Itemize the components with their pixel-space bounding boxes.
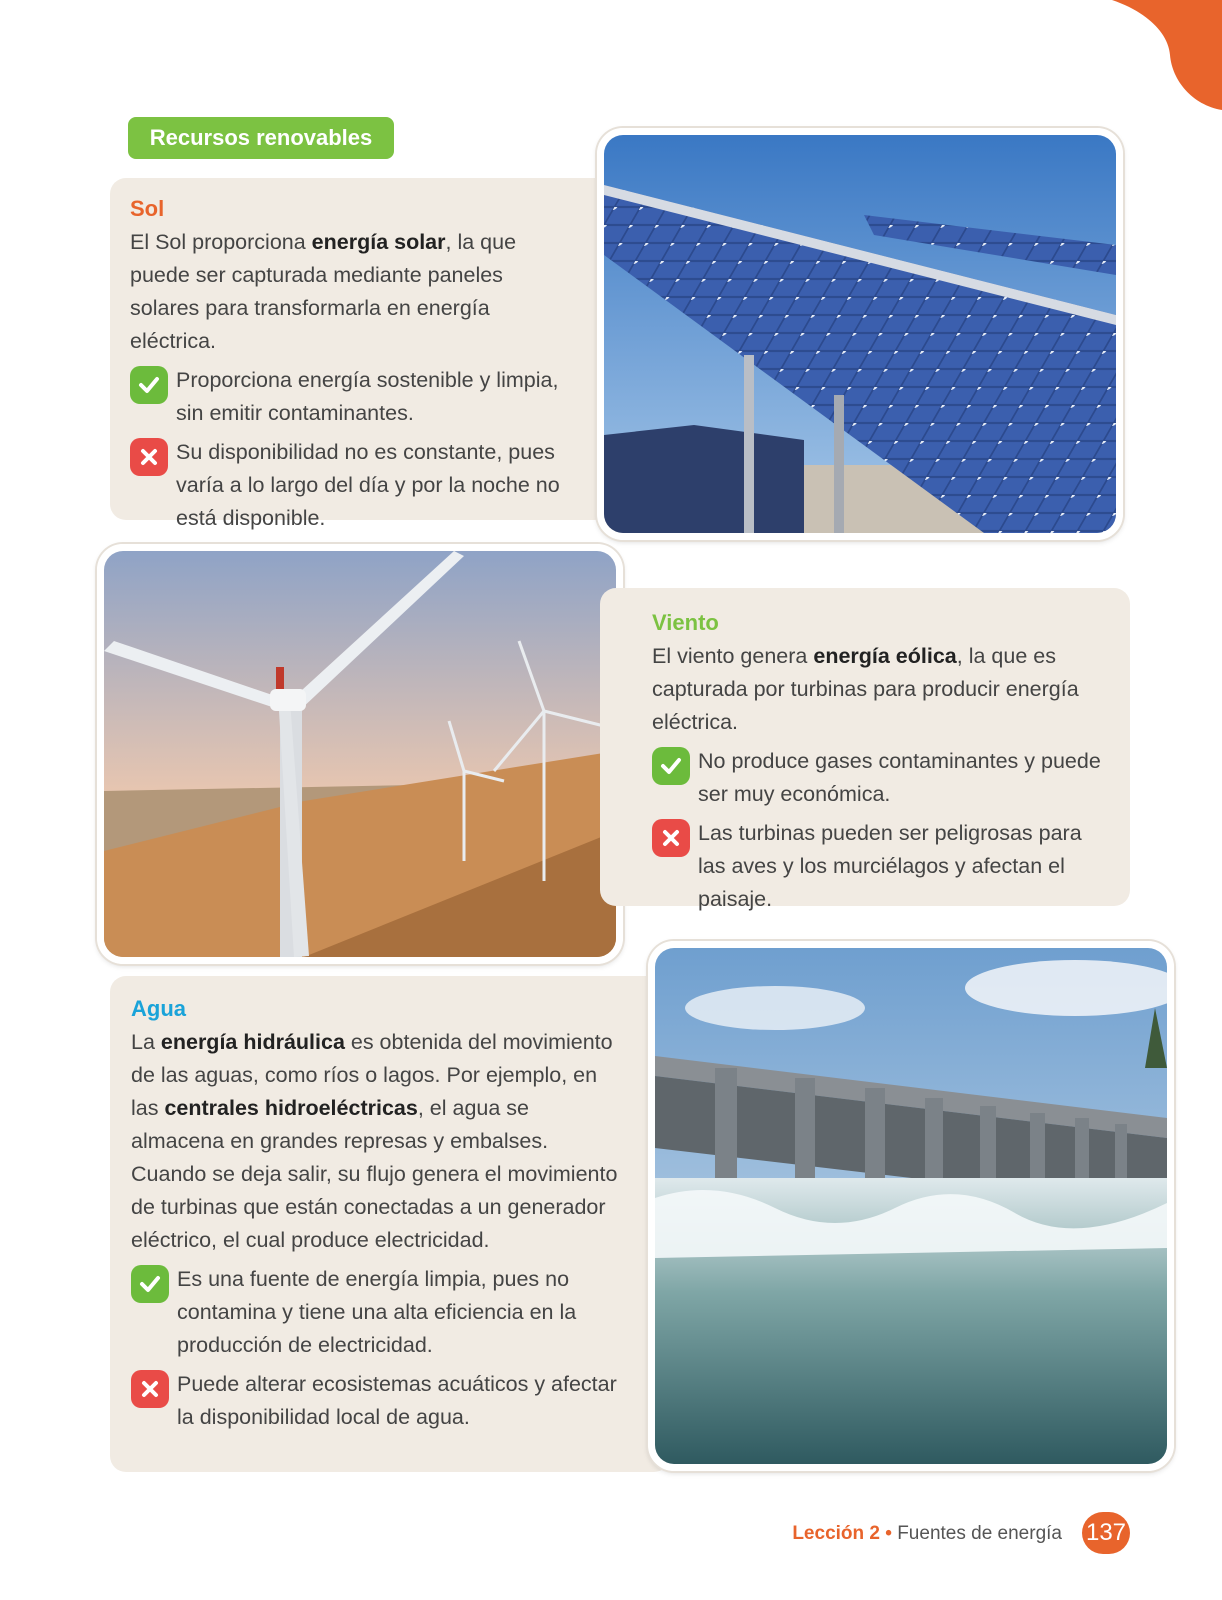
sol-pro-item bbox=[130, 364, 570, 430]
cross-icon bbox=[652, 819, 690, 857]
agua-description: La energía hidráulica es obtenida del movimiento de las aguas, como ríos o lagos. Por ejemplo, en las centrales hidroeléctricas, el agua se almacena en grandes represas y embalses. Cuando se deja salir, su flujo genera el movimiento de turbinas que están conectadas a un generador eléctrico, el cual produce electricidad. bbox=[131, 1030, 618, 1252]
viento-con-item bbox=[652, 817, 1108, 916]
sol-con-text: Su disponibilidad no es constante, pues varía a lo largo del día y por la noche no está disponible. bbox=[176, 440, 560, 530]
corner-decoration bbox=[1112, 0, 1222, 110]
viento-content bbox=[652, 606, 1108, 916]
viento-pro-item bbox=[652, 745, 1108, 811]
cross-icon bbox=[131, 1370, 169, 1408]
check-icon bbox=[131, 1265, 169, 1303]
viento-title: Viento bbox=[652, 610, 719, 635]
agua-pro-text: Es una fuente de energía limpia, pues no contamina y tiene una alta eficiencia en la producción de electricidad. bbox=[177, 1267, 577, 1357]
sol-con-item bbox=[130, 436, 570, 535]
agua-content bbox=[131, 992, 627, 1434]
lesson-topic: Fuentes de energía bbox=[897, 1523, 1062, 1544]
viento-con-text: Las turbinas pueden ser peligrosas para las aves y los murciélagos y afectan el paisaje. bbox=[698, 821, 1082, 911]
agua-con-text: Puede alterar ecosistemas acuáticos y afectar la disponibilidad local de agua. bbox=[177, 1372, 617, 1429]
sol-content bbox=[130, 192, 570, 535]
solar-panels-photo bbox=[597, 128, 1123, 540]
viento-pro-text: No produce gases contaminantes y puede ser muy económica. bbox=[698, 749, 1101, 806]
check-icon bbox=[652, 747, 690, 785]
sol-title: Sol bbox=[130, 196, 165, 221]
sol-description: El Sol proporciona energía solar, la que puede ser capturada mediante paneles solares para transformarla en energía eléctrica. bbox=[130, 230, 517, 353]
cross-icon bbox=[130, 438, 168, 476]
lesson-label: Lección 2 bbox=[792, 1523, 880, 1544]
agua-con-item bbox=[131, 1368, 627, 1434]
page-number: 137 bbox=[1082, 1512, 1130, 1554]
viento-description: El viento genera energía eólica, la que es capturada por turbinas para producir energía eléctrica. bbox=[652, 644, 1079, 734]
wind-turbines-photo bbox=[97, 544, 623, 964]
sol-pro-text: Proporciona energía sostenible y limpia, sin emitir contaminantes. bbox=[176, 368, 559, 425]
page-footer bbox=[792, 1518, 1062, 1550]
agua-title: Agua bbox=[131, 996, 186, 1021]
agua-pro-item bbox=[131, 1263, 627, 1362]
section-badge: Recursos renovables bbox=[128, 117, 394, 159]
check-icon bbox=[130, 366, 168, 404]
footer-separator: • bbox=[885, 1523, 892, 1544]
hydroelectric-dam-photo bbox=[648, 941, 1174, 1471]
